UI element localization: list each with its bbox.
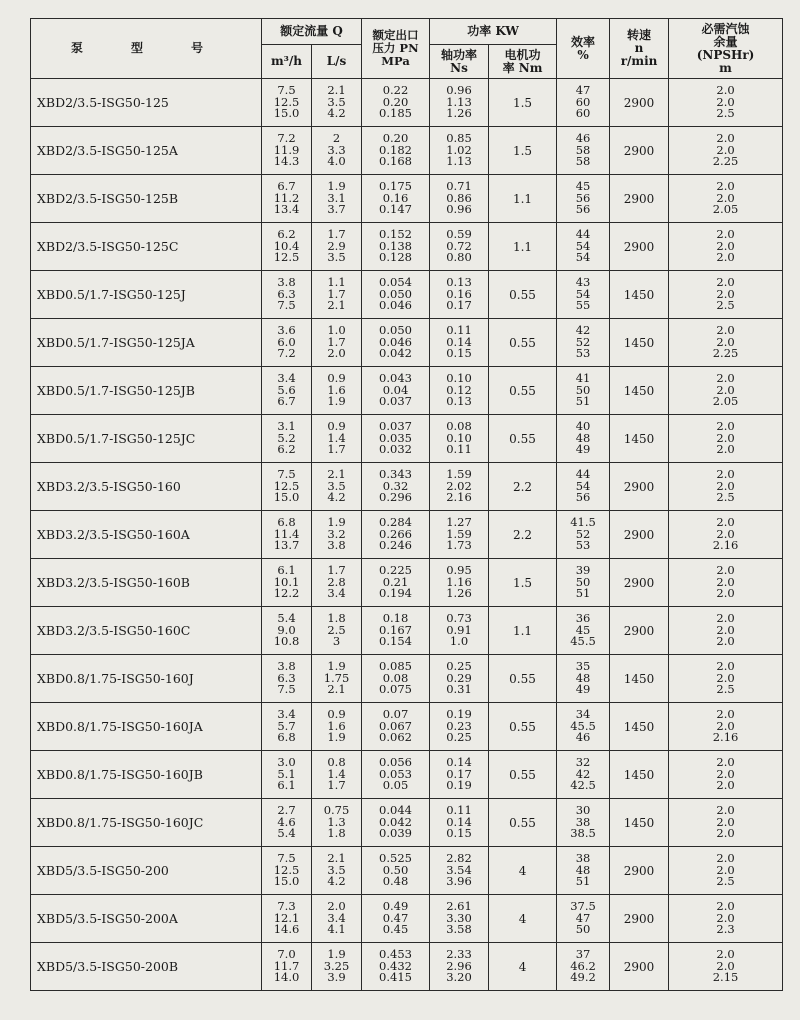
cell-flow-ls: 0.75 1.3 1.8	[312, 799, 362, 847]
table-row	[31, 223, 783, 271]
cell-npsh: 2.0 2.0 2.0	[669, 415, 783, 463]
table-row	[31, 127, 783, 175]
cell-model: XBD2/3.5-ISG50-125C	[31, 223, 262, 271]
pump-spec-table	[30, 18, 783, 991]
cell-speed: 2900	[610, 511, 669, 559]
cell-motor-power: 1.5	[489, 127, 557, 175]
cell-shaft-power: 0.96 1.13 1.26	[430, 79, 489, 127]
cell-model: XBD0.5/1.7-ISG50-125JB	[31, 367, 262, 415]
cell-model: XBD2/3.5-ISG50-125	[31, 79, 262, 127]
cell-flow-m3h: 2.7 4.6 5.4	[262, 799, 312, 847]
cell-pressure: 0.044 0.042 0.039	[362, 799, 430, 847]
table-row	[31, 271, 783, 319]
table-row	[31, 175, 783, 223]
cell-pressure: 0.056 0.053 0.05	[362, 751, 430, 799]
cell-shaft-power: 0.14 0.17 0.19	[430, 751, 489, 799]
cell-efficiency: 40 48 49	[557, 415, 610, 463]
cell-flow-m3h: 3.1 5.2 6.2	[262, 415, 312, 463]
table-row	[31, 367, 783, 415]
cell-efficiency: 35 48 49	[557, 655, 610, 703]
cell-model: XBD0.5/1.7-ISG50-125JC	[31, 415, 262, 463]
cell-motor-power: 1.5	[489, 559, 557, 607]
cell-flow-m3h: 6.8 11.4 13.7	[262, 511, 312, 559]
cell-pressure: 0.525 0.50 0.48	[362, 847, 430, 895]
table-row	[31, 655, 783, 703]
cell-shaft-power: 2.61 3.30 3.58	[430, 895, 489, 943]
cell-npsh: 2.0 2.0 2.15	[669, 943, 783, 991]
cell-npsh: 2.0 2.0 2.5	[669, 463, 783, 511]
cell-npsh: 2.0 2.0 2.16	[669, 511, 783, 559]
cell-pressure: 0.07 0.067 0.062	[362, 703, 430, 751]
table-row	[31, 463, 783, 511]
cell-flow-m3h: 7.2 11.9 14.3	[262, 127, 312, 175]
cell-efficiency: 36 45 45.5	[557, 607, 610, 655]
cell-model: XBD2/3.5-ISG50-125B	[31, 175, 262, 223]
cell-efficiency: 46 58 58	[557, 127, 610, 175]
table-row	[31, 799, 783, 847]
cell-model: XBD0.8/1.75-ISG50-160J	[31, 655, 262, 703]
cell-efficiency: 38 48 51	[557, 847, 610, 895]
cell-shaft-power: 2.33 2.96 3.20	[430, 943, 489, 991]
cell-flow-ls: 1.0 1.7 2.0	[312, 319, 362, 367]
cell-flow-ls: 1.7 2.9 3.5	[312, 223, 362, 271]
cell-npsh: 2.0 2.0 2.25	[669, 127, 783, 175]
cell-model: XBD0.8/1.75-ISG50-160JC	[31, 799, 262, 847]
cell-speed: 2900	[610, 79, 669, 127]
cell-flow-m3h: 6.1 10.1 12.2	[262, 559, 312, 607]
cell-pressure: 0.453 0.432 0.415	[362, 943, 430, 991]
cell-efficiency: 39 50 51	[557, 559, 610, 607]
cell-flow-ls: 1.8 2.5 3	[312, 607, 362, 655]
cell-shaft-power: 0.85 1.02 1.13	[430, 127, 489, 175]
cell-model: XBD5/3.5-ISG50-200B	[31, 943, 262, 991]
cell-speed: 2900	[610, 895, 669, 943]
cell-npsh: 2.0 2.0 2.05	[669, 175, 783, 223]
cell-npsh: 2.0 2.0 2.16	[669, 703, 783, 751]
cell-npsh: 2.0 2.0 2.5	[669, 847, 783, 895]
cell-shaft-power: 0.95 1.16 1.26	[430, 559, 489, 607]
cell-flow-ls: 0.9 1.4 1.7	[312, 415, 362, 463]
cell-flow-m3h: 7.5 12.5 15.0	[262, 847, 312, 895]
cell-flow-m3h: 6.2 10.4 12.5	[262, 223, 312, 271]
header-model: 泵 型 号	[31, 19, 262, 79]
cell-flow-m3h: 3.8 6.3 7.5	[262, 655, 312, 703]
cell-model: XBD2/3.5-ISG50-125A	[31, 127, 262, 175]
cell-flow-ls: 1.9 3.1 3.7	[312, 175, 362, 223]
cell-flow-m3h: 3.6 6.0 7.2	[262, 319, 312, 367]
cell-motor-power: 4	[489, 895, 557, 943]
cell-npsh: 2.0 2.0 2.0	[669, 751, 783, 799]
pump-spec-sheet	[30, 18, 782, 991]
cell-flow-m3h: 7.5 12.5 15.0	[262, 463, 312, 511]
cell-model: XBD3.2/3.5-ISG50-160	[31, 463, 262, 511]
cell-shaft-power: 0.10 0.12 0.13	[430, 367, 489, 415]
table-row	[31, 559, 783, 607]
cell-motor-power: 0.55	[489, 415, 557, 463]
cell-pressure: 0.043 0.04 0.037	[362, 367, 430, 415]
cell-speed: 2900	[610, 607, 669, 655]
table-row	[31, 319, 783, 367]
table-row	[31, 751, 783, 799]
cell-model: XBD5/3.5-ISG50-200A	[31, 895, 262, 943]
cell-motor-power: 0.55	[489, 367, 557, 415]
cell-pressure: 0.085 0.08 0.075	[362, 655, 430, 703]
cell-speed: 2900	[610, 943, 669, 991]
cell-pressure: 0.22 0.20 0.185	[362, 79, 430, 127]
cell-npsh: 2.0 2.0 2.0	[669, 799, 783, 847]
cell-motor-power: 4	[489, 943, 557, 991]
cell-pressure: 0.037 0.035 0.032	[362, 415, 430, 463]
cell-motor-power: 0.55	[489, 319, 557, 367]
cell-efficiency: 44 54 54	[557, 223, 610, 271]
cell-pressure: 0.343 0.32 0.296	[362, 463, 430, 511]
cell-model: XBD3.2/3.5-ISG50-160C	[31, 607, 262, 655]
table-row	[31, 847, 783, 895]
table-row	[31, 511, 783, 559]
header-motor-power: 电机功 率 Nm	[489, 45, 557, 79]
cell-shaft-power: 0.71 0.86 0.96	[430, 175, 489, 223]
cell-speed: 1450	[610, 319, 669, 367]
cell-motor-power: 1.1	[489, 175, 557, 223]
cell-efficiency: 42 52 53	[557, 319, 610, 367]
cell-speed: 2900	[610, 175, 669, 223]
table-row	[31, 79, 783, 127]
cell-shaft-power: 0.13 0.16 0.17	[430, 271, 489, 319]
cell-speed: 1450	[610, 751, 669, 799]
cell-npsh: 2.0 2.0 2.05	[669, 367, 783, 415]
cell-motor-power: 0.55	[489, 799, 557, 847]
table-row	[31, 415, 783, 463]
cell-model: XBD0.5/1.7-ISG50-125JA	[31, 319, 262, 367]
cell-pressure: 0.20 0.182 0.168	[362, 127, 430, 175]
cell-npsh: 2.0 2.0 2.0	[669, 607, 783, 655]
cell-shaft-power: 0.11 0.14 0.15	[430, 799, 489, 847]
header-flow: 额定流量 Q	[262, 19, 362, 45]
cell-shaft-power: 0.08 0.10 0.11	[430, 415, 489, 463]
cell-flow-ls: 2.1 3.5 4.2	[312, 847, 362, 895]
cell-npsh: 2.0 2.0 2.5	[669, 655, 783, 703]
cell-npsh: 2.0 2.0 2.0	[669, 223, 783, 271]
cell-motor-power: 1.1	[489, 223, 557, 271]
cell-efficiency: 30 38 38.5	[557, 799, 610, 847]
cell-motor-power: 4	[489, 847, 557, 895]
cell-flow-m3h: 3.4 5.6 6.7	[262, 367, 312, 415]
cell-flow-m3h: 3.4 5.7 6.8	[262, 703, 312, 751]
cell-motor-power: 2.2	[489, 511, 557, 559]
cell-motor-power: 0.55	[489, 703, 557, 751]
cell-speed: 2900	[610, 847, 669, 895]
cell-npsh: 2.0 2.0 2.5	[669, 271, 783, 319]
header-efficiency: 效率 %	[557, 19, 610, 79]
cell-shaft-power: 0.73 0.91 1.0	[430, 607, 489, 655]
header-flow-ls: L/s	[312, 45, 362, 79]
cell-speed: 1450	[610, 271, 669, 319]
cell-flow-ls: 2.1 3.5 4.2	[312, 79, 362, 127]
cell-pressure: 0.284 0.266 0.246	[362, 511, 430, 559]
cell-model: XBD3.2/3.5-ISG50-160B	[31, 559, 262, 607]
cell-npsh: 2.0 2.0 2.5	[669, 79, 783, 127]
cell-shaft-power: 0.25 0.29 0.31	[430, 655, 489, 703]
cell-motor-power: 0.55	[489, 751, 557, 799]
cell-npsh: 2.0 2.0 2.25	[669, 319, 783, 367]
cell-shaft-power: 1.27 1.59 1.73	[430, 511, 489, 559]
cell-efficiency: 45 56 56	[557, 175, 610, 223]
cell-speed: 1450	[610, 799, 669, 847]
table-row	[31, 895, 783, 943]
cell-flow-ls: 1.9 3.25 3.9	[312, 943, 362, 991]
table-row	[31, 943, 783, 991]
cell-flow-m3h: 7.0 11.7 14.0	[262, 943, 312, 991]
cell-efficiency: 37.5 47 50	[557, 895, 610, 943]
cell-pressure: 0.050 0.046 0.042	[362, 319, 430, 367]
cell-pressure: 0.18 0.167 0.154	[362, 607, 430, 655]
cell-motor-power: 0.55	[489, 655, 557, 703]
cell-efficiency: 32 42 42.5	[557, 751, 610, 799]
cell-flow-ls: 2 3.3 4.0	[312, 127, 362, 175]
cell-flow-ls: 2.1 3.5 4.2	[312, 463, 362, 511]
cell-speed: 1450	[610, 655, 669, 703]
cell-flow-m3h: 7.5 12.5 15.0	[262, 79, 312, 127]
cell-npsh: 2.0 2.0 2.0	[669, 559, 783, 607]
cell-motor-power: 2.2	[489, 463, 557, 511]
header-pressure: 额定出口 压力 PN MPa	[362, 19, 430, 79]
cell-model: XBD0.5/1.7-ISG50-125J	[31, 271, 262, 319]
cell-efficiency: 41.5 52 53	[557, 511, 610, 559]
cell-shaft-power: 0.11 0.14 0.15	[430, 319, 489, 367]
cell-efficiency: 44 54 56	[557, 463, 610, 511]
header-shaft-power: 轴功率 Ns	[430, 45, 489, 79]
table-row	[31, 703, 783, 751]
cell-flow-ls: 2.0 3.4 4.1	[312, 895, 362, 943]
cell-motor-power: 1.5	[489, 79, 557, 127]
cell-pressure: 0.225 0.21 0.194	[362, 559, 430, 607]
cell-efficiency: 41 50 51	[557, 367, 610, 415]
header-speed: 转速 n r/min	[610, 19, 669, 79]
cell-model: XBD3.2/3.5-ISG50-160A	[31, 511, 262, 559]
cell-flow-ls: 1.7 2.8 3.4	[312, 559, 362, 607]
cell-flow-ls: 0.9 1.6 1.9	[312, 367, 362, 415]
cell-flow-ls: 0.8 1.4 1.7	[312, 751, 362, 799]
table-header	[31, 19, 783, 79]
cell-flow-m3h: 5.4 9.0 10.8	[262, 607, 312, 655]
cell-speed: 2900	[610, 559, 669, 607]
cell-model: XBD5/3.5-ISG50-200	[31, 847, 262, 895]
table-row	[31, 607, 783, 655]
cell-shaft-power: 1.59 2.02 2.16	[430, 463, 489, 511]
cell-flow-ls: 1.9 1.75 2.1	[312, 655, 362, 703]
cell-efficiency: 37 46.2 49.2	[557, 943, 610, 991]
cell-flow-ls: 1.9 3.2 3.8	[312, 511, 362, 559]
cell-flow-m3h: 6.7 11.2 13.4	[262, 175, 312, 223]
cell-efficiency: 34 45.5 46	[557, 703, 610, 751]
cell-model: XBD0.8/1.75-ISG50-160JB	[31, 751, 262, 799]
cell-speed: 2900	[610, 463, 669, 511]
cell-speed: 1450	[610, 367, 669, 415]
cell-pressure: 0.49 0.47 0.45	[362, 895, 430, 943]
cell-pressure: 0.175 0.16 0.147	[362, 175, 430, 223]
cell-efficiency: 43 54 55	[557, 271, 610, 319]
header-npsh: 必需汽蚀 余量 (NPSHr) m	[669, 19, 783, 79]
cell-speed: 1450	[610, 415, 669, 463]
cell-model: XBD0.8/1.75-ISG50-160JA	[31, 703, 262, 751]
cell-motor-power: 1.1	[489, 607, 557, 655]
cell-npsh: 2.0 2.0 2.3	[669, 895, 783, 943]
cell-motor-power: 0.55	[489, 271, 557, 319]
cell-speed: 1450	[610, 703, 669, 751]
header-flow-m3h: m³/h	[262, 45, 312, 79]
cell-shaft-power: 0.19 0.23 0.25	[430, 703, 489, 751]
cell-efficiency: 47 60 60	[557, 79, 610, 127]
cell-speed: 2900	[610, 223, 669, 271]
cell-speed: 2900	[610, 127, 669, 175]
cell-shaft-power: 0.59 0.72 0.80	[430, 223, 489, 271]
cell-flow-m3h: 7.3 12.1 14.6	[262, 895, 312, 943]
cell-flow-ls: 0.9 1.6 1.9	[312, 703, 362, 751]
cell-flow-ls: 1.1 1.7 2.1	[312, 271, 362, 319]
header-power: 功率 KW	[430, 19, 557, 45]
table-body	[31, 79, 783, 991]
cell-shaft-power: 2.82 3.54 3.96	[430, 847, 489, 895]
cell-flow-m3h: 3.0 5.1 6.1	[262, 751, 312, 799]
cell-pressure: 0.152 0.138 0.128	[362, 223, 430, 271]
cell-pressure: 0.054 0.050 0.046	[362, 271, 430, 319]
cell-flow-m3h: 3.8 6.3 7.5	[262, 271, 312, 319]
